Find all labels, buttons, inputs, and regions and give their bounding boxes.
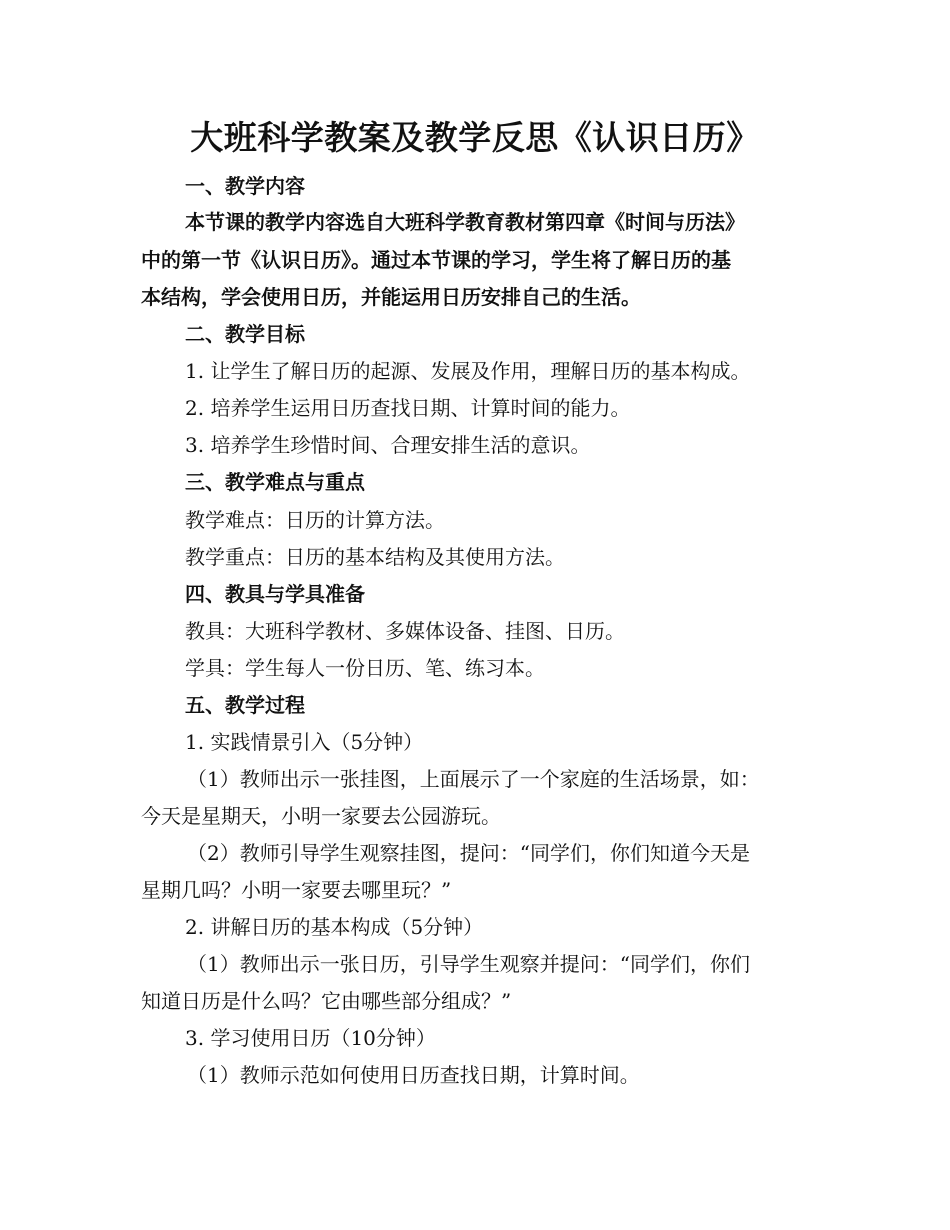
key-point: 教学重点：日历的基本结构及其使用方法。 [185,545,565,569]
process-detail: （1）教师示范如何使用日历查找日期，计算时间。 [187,1063,640,1087]
process-step: 2. 讲解日历的基本构成（5分钟） [185,915,484,939]
process-step: 1. 实践情景引入（5分钟） [185,730,424,754]
process-step: 3. 学习使用日历（10分钟） [185,1026,436,1050]
process-detail: （2）教师引导学生观察挂图，提问：“同学们，你们知道今天是 [187,841,750,865]
section-heading-difficulty: 三、教学难点与重点 [185,470,365,494]
paragraph-line: 中的第一节《认识日历》。通过本节课的学习，学生将了解日历的基 [141,248,731,272]
paragraph-line: 本结构，学会使用日历，并能运用日历安排自己的生活。 [141,285,641,309]
section-heading-process: 五、教学过程 [185,693,305,717]
document-title: 大班科学教案及教学反思《认识日历》 [190,118,760,157]
goal-item: 1. 让学生了解日历的起源、发展及作用，理解日历的基本构成。 [185,359,751,383]
process-detail: （1）教师出示一张日历，引导学生观察并提问：“同学们，你们 [187,952,750,976]
difficult-point: 教学难点：日历的计算方法。 [185,508,445,532]
process-detail: 今天是星期天，小明一家要去公园游玩。 [141,804,501,828]
section-heading-content: 一、教学内容 [185,174,305,198]
section-heading-goals: 二、教学目标 [185,322,305,346]
process-detail: （1）教师出示一张挂图，上面展示了一个家庭的生活场景，如： [187,767,760,791]
student-tools: 学具：学生每人一份日历、笔、练习本。 [185,656,545,680]
teacher-tools: 教具：大班科学教材、多媒体设备、挂图、日历。 [185,619,625,643]
process-detail: 星期几吗？小明一家要去哪里玩？” [141,878,452,902]
paragraph-line: 本节课的教学内容选自大班科学教育教材第四章《时间与历法》 [185,210,745,234]
goal-item: 2. 培养学生运用日历查找日期、计算时间的能力。 [185,396,631,420]
process-detail: 知道日历是什么吗？它由哪些部分组成？” [141,989,512,1013]
goal-item: 3. 培养学生珍惜时间、合理安排生活的意识。 [185,433,591,457]
section-heading-tools: 四、教具与学具准备 [185,582,365,606]
